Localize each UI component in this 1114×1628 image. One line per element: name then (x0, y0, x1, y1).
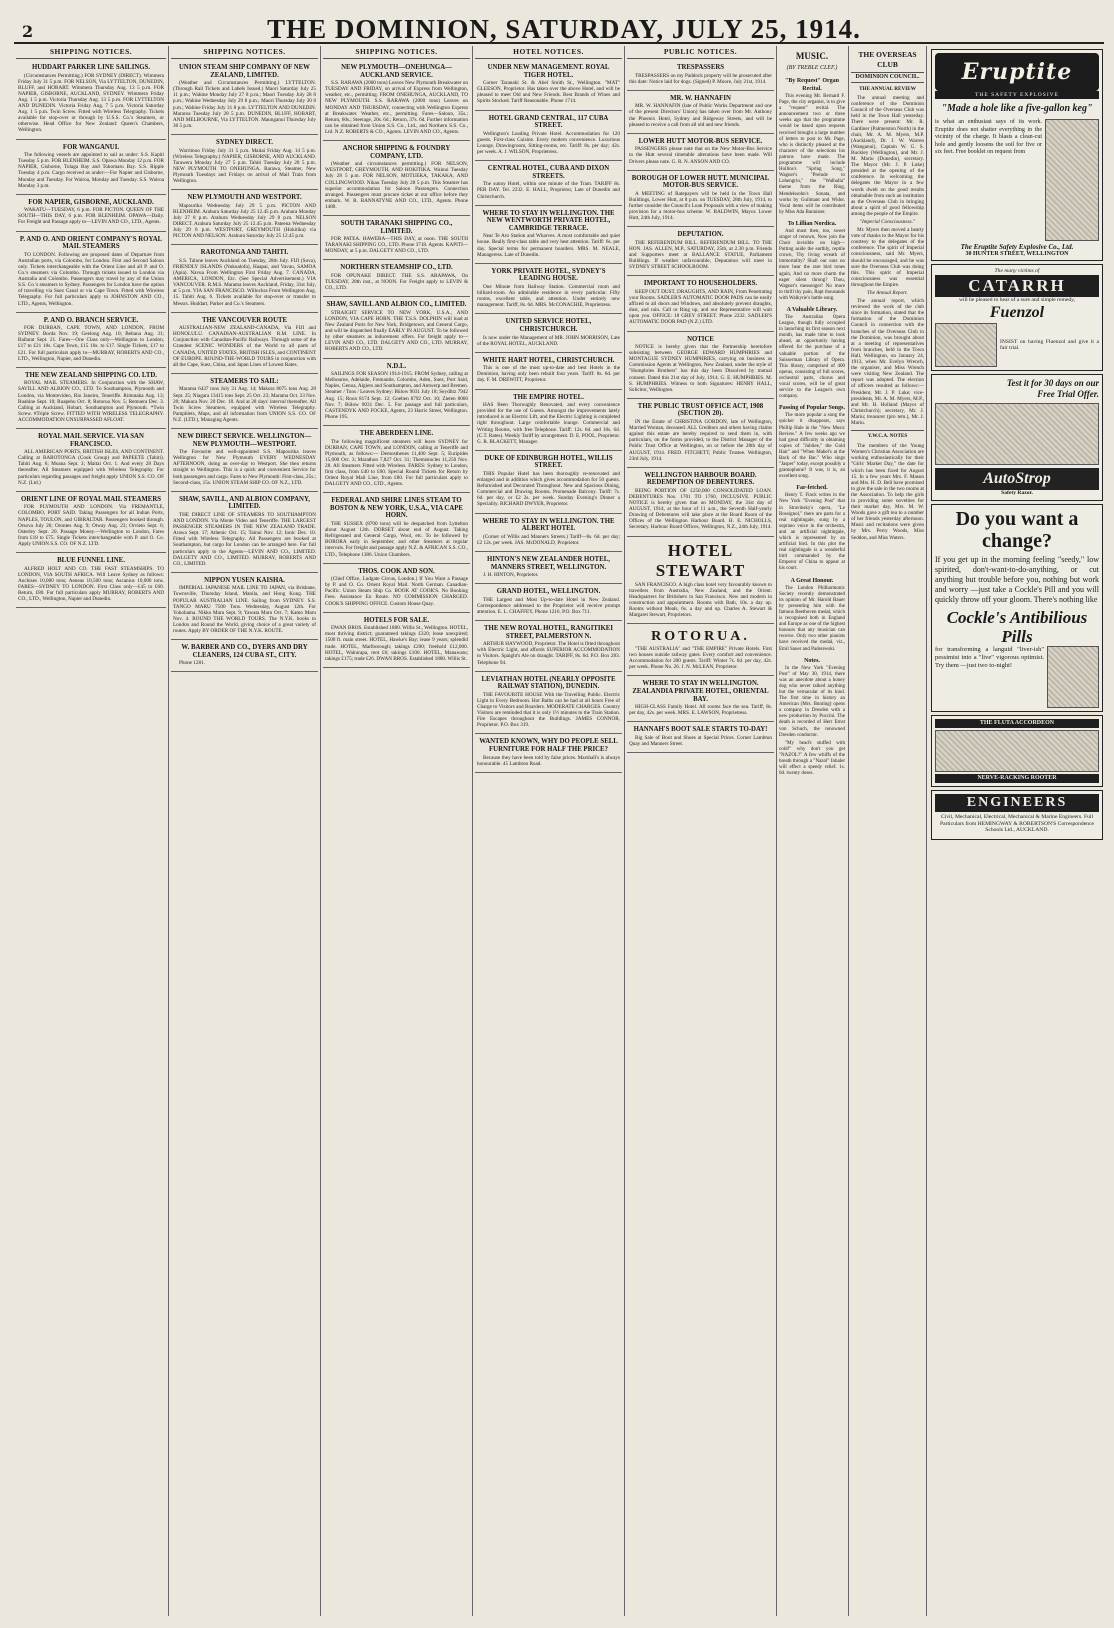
ad-body: Marama 6437 tons July 31 Aug. 14; Makura 8075 tons Aug. 28 Sept. 25; Niagara 13415 tons Sept. 25 Oct. 23; Marama Oct. 23 Nov. 20; Makura Nov. 20 Dec. 18. And at 28 days' interval thereafter. All Twin Screw Steamers, equipped with Wireless Telegraphy. Pamphlets, Maps, and all information from UNION S.S. CO. OF N.Z. (LTD.), Managing Agents. (173, 386, 317, 423)
ad-body: TRESPASSERS on my Paddock property will be prosecuted after this date: Notice laid for dogs. (Signed) P. Moore, July 21st, 1914. (629, 72, 772, 85)
eruptite-logo: Eruptite (935, 53, 1099, 91)
ad-body: Corner Taranaki St. & Abel Smith St., Wellington. "MAT" GLEESON, Proprietor. Has taken over the above Hotel, and will be pleased to meet Old and New Friends. Best Brands of Wines and Spirits Stocked. Tariff Reasonable. Phone 1714. (477, 80, 620, 105)
ad-body: Because they have been told by false prices. Marshall's is always honourable. 45 Lambton Road. (477, 754, 620, 767)
advertisement (627, 173, 774, 228)
ad-heading: DEPUTATION. (677, 231, 724, 239)
annual-report-body: The annual report, which reviewed the work of the club since its formation, stated that the formation of the Dominion Council in connection with the branches of the Overseas Club in the Dominion, was brought about at a meeting of representatives from branches, held in the Town Hall, Wellington, on January 24, 1913, when Mr. Evelyn Wrench, the organiser, and Miss Wrench were visiting New Zealand. The report was adopted. The election of officers resulted as follows:—President, Mr. J. P. Luke; vice-presidents, Mr. A. M. Myers, M.P., and Mr. H. Holland (Mayor of Christchurch); secretary, Mr. J. Mariu; treasurer (pro tem.), Mr. J. Mariu. (851, 298, 924, 426)
ad-body: NOTICE is hereby given that the Partnership heretofore subsisting between GEORGE EDWARD HUMPHRIES and MONTAGUE SYDNEY HUMPHRIES, carrying on business as Commission Agents at Wellington, New Zealand, under the style of "Humphries Brothers" has this day been Dissolved by mutual consent. Dated this 21st day of July, 1914. G. E. HUMPHRIES. M. S. HUMPHRIES. Witness to both Signatures: HENRY HALL, Solicitor, Wellington. (629, 344, 772, 393)
advertisement (475, 266, 622, 315)
advertisement (475, 736, 622, 772)
ad-heading: THE ABERDEEN LINE. (359, 429, 434, 437)
ad-heading: P. AND O. AND ORIENT COMPANY'S ROYAL MAIL STEAMERS (19, 235, 163, 251)
advertisement (171, 192, 318, 245)
ad-heading: ANCHOR SHIPPING & FOUNDRY COMPANY, LTD. (342, 145, 451, 160)
ad-body: THE REFERENDUM BILL. REFERENDUM BILL. TO THE HON. JAS. ALLEN, M.P., SATURDAY, 25th, at 2.30 p.m. Friends and Supporters meet at BALLANCE STATUE, Parliament Buildings. If weather unfavourable, Deputation will meet in SYDNEY STREET SCHOOLROOM. (629, 239, 772, 271)
article-body: In the New York "Evening Post" of May 30, 1914, there was an anecdote about a honey dog who never talked anything but the vernacular of its kind. The first time in history an American (Mrs. Bunting) opens a company in Dresden with a new production by Puccini. The death is recorded of Herr Ernst von Schuch, the renowned Dresden conductor. (779, 665, 845, 738)
ads-list (323, 62, 470, 668)
ywca-body: The members of the Young Women's Christian Association are working enthusiastically for their "Girls' Market Day," the date for which has been fixed for August 15. In a few years Mrs. F. Mason and Mrs. H. D. Bell have promised to give the sale in the two rooms at the Association. To help the girls in providing some novelties for their market day, Mrs. M. W. Woods gave a gift tea to a number of her friends yesterday afternoon. Music and recitations were given by Mrs. Perry Woods, Miss Seddon, and Miss Waters. (851, 443, 924, 541)
ad-body: Warrimoo Friday July 31 5 p.m. Maitai Friday Aug. 14 5 p.m. (Wireless Telegraphy.) NAPIER, GISBORNE, AND AUCKLAND. Tarawera Monday July 27 5 p.m. Tahiti Tuesday July 28 5 p.m. NEW PLYMOUTH TO ONEHUNGA. Rarawa, Steamer, New Plymouth Tuesdays and Fridays on arrival of Mail Train from Wellington. (173, 147, 316, 184)
ad-heading: ROTORUA. (651, 629, 750, 645)
column-heading: HOTEL NOTICES. (475, 46, 622, 59)
advertisement (475, 453, 622, 514)
ad-body: SAILINGS FOR SEASON 1914-1915. FROM Sydney, calling at Melbourne, Adelaide, Fremantle, Colombo, Aden, Suez, Port Said, Naples, Genoa, Algiers and Southampton, and Antwerp and Bremen. Steamer / Tons / Leaves Sydney: Bülow 9031 July 18; Seydlitz 7942 Aug. 15; Roon 8174 Sept. 12; Goeben 8792 Oct. 10; Zieten 8066 Nov. 7; Bülow 9031 Dec. 5. For passage and full particulars, CASTENDYK AND FOCKE, Agents, 23 Harris Street, Wellington. Phone 195. (325, 371, 468, 420)
masthead (14, 12, 1104, 44)
ad-body: IMPERIAL JAPANESE MAIL LINE TO JAPAN, via Brisbane, Townsville, Thursday Island, Manila, and Hong Kong. THE POPULAR AUSTRALIAN LINE. Sailing from SYDNEY. S.S. TANGO MARU 7500 Tons. Wednesday, August 12th. For Yokohama. Nikko Maru Sept. 9; Yawata Maru Oct. 7; Kamo Maru Nov. 4. ROUND THE WORLD TOURS. The N.Y.K. books to London and Round the World, giving choice of a great variety of routes. Apply BY ORDER OF THE N.Y.K. ROUTE. (173, 585, 316, 635)
advertisement (323, 62, 470, 141)
article-body: The Australian Opera League, though fully occupied in launching its first season next month, has made time to look ahead, an opportunity having offered for the purchase of a valuable portion of the Suisserman Library of Opera. This library, comprised of 400 operas, consisting of full scores, orchestral parts, chorus and vocal scores, will be of great service to the League's own company. (779, 315, 845, 400)
article-body: "My head's stuffed with cold!" why don't you get "NAZOL?" A few whiffs of the breath through a "Nazol" Inhaler will effect a speedy relief. 1s. 6d. twenty doses. (779, 740, 845, 777)
catarrh-title: CATARRH (935, 275, 1099, 297)
ad-body: The Favourite and well-appointed S.S. Mapourika leaves Wellington for New Plymouth EVERY WEDNESDAY AFTERNOON, doing an over-day to Westport. She then returns straight to Wellington. This is a quick and convenient Service for both passengers and cargo. Fares to New Plymouth: First-class, 25s.; Second-class, 15s. UNION STEAM SHIP CO. OF N.Z., LTD. (173, 449, 316, 486)
column-rule (624, 46, 625, 1616)
ad-body: (Weather and Circumstances Permitting.) LYTTELTON. (Through Rail Tickets and Labels Issued.) Maori Saturday July 25 11 p.m.; Wahine Monday July 27 8 p.m.; Maori Tuesday July 28 8 p.m.; Wahine Wednesday July 29 8 p.m.; Maori Thursday July 30 8 p.m.; Wahine Friday July 31 8 p.m. LYTTELTON AND DUNEDIN. Mararoa Tuesday July 28 5 p.m. DUNEDIN, BLUFF, HOBART, AND MELBOURNE, Via LYTTELTON. Maunganui Thursday July 30 5 p.m. (173, 80, 316, 129)
music-article (779, 657, 845, 739)
ad-heading: THE NEW ZEALAND SHIPPING CO. LTD. (24, 371, 157, 379)
article-heading: "By Request" Organ Recital. (785, 78, 839, 92)
ad-body: (Corner of Willis and Manners Streets.) Tariff—8s. 6d. per day; £2 12s. per week. JAS. McDONALD, Proprietor. (477, 533, 620, 546)
advertisement (627, 626, 774, 676)
ad-body: The sunny Hotel, within one minute of the Tram. TARIFF 8s. PER DAY. Tel. 2232. E. HALL, Proprietor, Late of Dunedin and Christchurch. (477, 181, 620, 200)
music-byline: (BY TREBLE CLEF.) (786, 65, 838, 71)
advertisement (475, 623, 622, 672)
ad-body: THE SUSSEX (8700 tons) will be despatched from Lyttelton about August 12th. DORSET about end of August. Taking Refrigerated and General Cargo, Wool, etc. To be followed by BORORA early in September, and other Steamers at regular intervals. For freight and passage apply N.Z. & AFRICAN S.S. CO., LTD., Telephone 1386. Union Chambers. (325, 521, 468, 558)
advertisement (171, 575, 318, 640)
column-rule (926, 46, 927, 1616)
article-body: This evening Mr. Bernard F. Page, the city organist, is to give a "request" recital. The announcement two or three weeks ago that the programme would be based upon requests received brought a large number of letters to post to Mr. Page, who is distinctly pleased at the character of the selections his patrons have made. The programme will include Hollins's "Spring Song," Wagner's "Prelude to Lohengrin," the "Walhalla" theme from the Ring, Mendelssohn's Sonata, and works by Guilmant and Widor. Vocal items will be contributed by Miss Ada Bannister. (779, 94, 845, 215)
ads-list (16, 62, 166, 608)
overseas-club-title: THE OVERSEAS CLUB (858, 50, 917, 69)
advertisement (16, 555, 166, 608)
article-body: Henry T. Finck writes in the New York "Evening Post" that in Stravinsky's opera, "Le Rossignol," there are parts for a real nightingale, sung by a soprano voice in the orchestra, and an artificial nightingale, which is represented by an artificial bird. In this plot the real nightingale is a wonderful bird commanded by the Emperor of China to appear at his court. (779, 493, 845, 572)
ad-heading: HOTEL GRAND CENTRAL, 117 CUBA STREET. (488, 114, 609, 130)
advertisement (323, 566, 470, 613)
advertisement (627, 62, 774, 91)
ad-body: The following vessels are appointed to sail as under: S.S. Kapiti Tuesday 5 p.m. FOR BLENHEIM. S.S. Opawa Monday 12 p.m. FOR NAPIER, Gisborne, Tolaga Bay and Tokomaru Bay. S.S. Ripple Tuesday 4 p.m. Cargo received as under:—For Napier and Gisborne, Monday and Tuesday. For Wairoa, Monday and Tuesday. S.S. Wairoa Monday 3 p.m. (18, 152, 164, 189)
ad-heading: BOROUGH OF LOWER HUTT. MUNICIPAL MOTOR-BUS SERVICE. (631, 174, 770, 190)
article-heading: To Lillian Nordica. (787, 220, 837, 227)
advertisement (323, 143, 470, 216)
ad-body: THIS Popular Hotel has been thoroughly re-renovated and enlarged and in addition which gives accommodation for 50 guests. Refurnished and Decorated Throughout. New and Spacious Dining, Commercial and Drawing Rooms. Promenade Balcony. Tariff: 7s. 6d. per day, or £2 2s. per week. Sunday Evening's Dinner a Speciality. RICHARD DWYER, Proprietor. (477, 471, 620, 508)
ad-body: Phone 1281. (179, 660, 205, 667)
ad-body: MR. W. HANNAFIN (late of Public Works Department and one of the present Directors' Union) has taken over from Mr. Anthony the Phoenix Hotel, Sydney and Ridgeway Streets, and will be pleased to receive a call from all old and new friends. (629, 103, 772, 128)
column-shipping-2 (171, 46, 318, 1618)
advertisement (323, 262, 470, 297)
ad-heading: TRESPASSERS (676, 64, 725, 71)
advertisement (627, 334, 774, 399)
music-section-title: MUSIC. (795, 51, 829, 61)
advertisement (171, 62, 318, 135)
advertisement (16, 197, 166, 232)
advertisement (323, 218, 470, 260)
ad-heading: HANNAH'S BOOT SALE STARTS TO-DAY! (633, 726, 768, 734)
ad-body: This is one of the most up-to-date and best Hotels in the Dominion, having only been rebuilt four years. Tariff: 8s. 6d. per day. F. M. DREWITT, Proprietor. (477, 365, 620, 384)
article-heading: Notes. (804, 657, 820, 664)
ad-body: BEING PORTION OF £250,000 CONSOLIDATED LOAN. DEBENTURES Nos. 1701 TO 1760, INCLUSIVE. PUBLIC NOTICE is hereby given that on MONDAY, the 31st day of AUGUST, 1914, at the hour of 11 a.m., the Seventh Half-yearly Drawing of Debentures will take place at the Board Room of the Offices of the Wellington Harbour Board. H. E. NICHOLLS, Secretary. Harbour Board Offices, Wellington, N.Z., 24th July, 1914. (629, 487, 772, 531)
music-article (779, 220, 845, 302)
ad-body: S.S. Talune leaves Auckland on Tuesday, 28th July. FIJI (Suva), FRIENDLY ISLANDS (Nukualofa), Haapai, and Vavau, SAMOA (Apia). Navua From Wellington First Friday Aug. 7. CANADA, AMERICA, LONDON, Etc. (See Special Advertisement.) VIA VANCOUVER. R.M.S. Marama leaves Auckland, Friday, 31st July, at 5 p.m. VIA SAN FRANCISCO. Willochra From Wellington Aug. 15. Tahiti Aug. 6. Tickets available for stop-over or transfer to Messrs. Huddart, Parker and Co.'s Steamers. (173, 257, 316, 307)
advertisement (171, 494, 318, 573)
rooter-head: NERVE-RACKING ROOTER (935, 774, 1099, 783)
ad-heading: LOWER HUTT MOTOR-BUS SERVICE. (638, 137, 763, 145)
autostrop-sub: Safety Razor. (1001, 490, 1033, 497)
ad-body: TO LONDON. Following are proposed dates of Departure from Australian ports, via Colombo, for London. First and Second Saloon only. Tickets interchangeable with the Orient Line and all P. and O. Co.'s steamers via Colombo. Through tickets issued to London via Australia and Colombo. Passengers may travel by any of the Union S.S. Co.'s steamers to Sydney. Passengers for London have the option of travelling via Suez Canal or via Cape Town. Fitted with Wireless Telegraphy. For full particulars apply to JOHNSTON AND CO., LTD., Agents, Wellington. (18, 251, 164, 307)
column-rule (320, 46, 321, 1616)
ad-body: DWAN BROS. Established 1880. Willis St., Wellington. HOTEL, most thriving district; guaranteed takings £320; lease unexpired; 1500 ft. main street. HOTEL, Hawke's Bay; lease 9 years; splendid trade. HOTEL, Marlborough; takings £200; freehold £12,000. HOTEL, Wairarapa, rent £6; takings £100. HOTEL, Manawatu; takings £175; trade £26. DWAN BROS. Established 1880. Willis St. (325, 625, 468, 662)
ad-heading: WHERE TO STAY IN WELLINGTON. THE NEW WENTWORTH PRIVATE HOTEL, CAMBRIDGE TERRACE. (482, 209, 615, 232)
column-rule (472, 46, 473, 1616)
ad-heading: NEW PLYMOUTH—ONEHUNGA—AUCKLAND SERVICE. (341, 64, 452, 79)
ad-body: PASSENGERS please note that on the New Motor-Bus Service to the Hutt several timetable alterations have been made. Will Drivers please note. G. R. N. ANSON AND CO. (629, 146, 772, 165)
autostrop-brand: AutoStrop (935, 468, 1099, 490)
ad-heading: BLUE FUNNEL LINE. (57, 557, 125, 564)
ad-heading: NEW DIRECT SERVICE. WELLINGTON—NEW PLYMOUTH—WESTPORT. (177, 433, 312, 448)
music-article (779, 77, 845, 216)
ad-body: Big Sale of Boot and Shoes at Special Prices. Corner Lambton Quay and Manners Street. (629, 735, 772, 748)
ad-heading: DUKE OF EDINBURGH HOTEL, WILLIS STREET. (484, 454, 613, 470)
ad-body: ALL AMERICAN PORTS, BRITISH ISLES, AND CONTINENT. Calling at RAROTONGA (Cook Group) and PAPEETE (Tahiti). Tahiti Aug. 6; Moana Sept. 3; Maitai Oct. 1. And every 28 Days thereafter. All Steamers equipped with Wireless Telegraphy. For particulars regarding passages and freight apply UNION S.S. CO. OF N.Z. (Ltd.) (18, 449, 164, 486)
ad-body: KEEP OUT DUST, DRAUGHTS, AND RAIN, From Penetrating your Rooms. SADLER'S AUTOMATIC DOOR PADS can be easily affixed to all doors and Windows, and absolutely prevent draughts, dust, and rain. Call or Ring up, and our Representative will wait upon you. OFFICE: 18 GREY STREET. Phone 2232. SADLER'S AUTOMATIC DOOR PAD (N.Z.) LTD. (629, 288, 772, 326)
overseas-club-subtitle: DOMINION COUNCIL. (851, 72, 924, 83)
ad-body: The following magnificent steamers will leave SYDNEY for DURBAN, CAPE TOWN, and LONDON, calling at Teneriffe and Plymouth, as follows:— Demosthenes 11,400 Sept. 5; Euripides 15,000 Oct. 3; Marathon 7,827 Oct. 31; Themistocles 11,250 Nov. 28. All Steamers Fitted with Wireless. FARES: Sydney to London, first class, from £40 to £60. Special Round Tickets for Return by Orient Royal Mail Line, from £80. For full particulars apply to DALGETY AND CO., LTD., Agents. (325, 438, 468, 488)
article-body: And must then, too, sweet singer of renown, Now join the Choir invisible on high— Putting aside the earthly, reptile crown, Thy living wreath of immortality? Shall our ears no more hear the rare bird tones again, And no more charm the eager silent throng? Thou, Wagner's messenger! No more to thrill thy pain, Rapt thousands with Walkyrie's battle song. (779, 228, 845, 301)
imperial-body: Mr. Myers then moved a hearty vote of thanks to the Mayor for his courtesy to the delegates of the conference. The spirit of Imperial consciousness, said Mr. Myers, should be encouraged, and he was sure the Overseas Club was doing this. This spirit of Imperial consciousness was essential throughout the Empire. (851, 227, 924, 288)
eruptite-maker: The Eruptite Safety Explosive Co., Ltd. (960, 243, 1074, 251)
report-heading: THE ANNUAL REVIEW (859, 86, 916, 92)
eruptite-tagline: THE SAFETY EXPLOSIVE (935, 91, 1099, 99)
catarrh-text: INSIST on having Fluenzol and give it a fair trial. (1000, 338, 1099, 352)
ad-heading: W. BARBER AND CO., DYERS AND DRY CLEANERS, 124 CUBA ST., CITY. (181, 644, 308, 659)
advertisement (627, 278, 774, 331)
fuenzol-brand: Fuenzol (989, 304, 1045, 322)
advertisement (323, 428, 470, 493)
advertisement (16, 315, 166, 368)
ad-heading: ROYAL MAIL SERVICE. VIA SAN FRANCISCO. (38, 433, 144, 448)
ad-heading: HINTON'S NEW ZEALANDER HOTEL, MANNERS STREET, WELLINGTON. (487, 555, 610, 571)
engineers-body: Civil, Mechanical, Electrical, Mechanical & Marine Engineers. Full Particulars from HEMINGWAY & ROBERTSON'S Correspondence Schools Ltd., AUCKLAND. (940, 813, 1094, 834)
catarrh-body: will be pleased to hear of a sure and simple remedy, (959, 296, 1075, 303)
articles-list (779, 77, 845, 777)
ad-heading: SOUTH TARANAKI SHIPPING CO., LIMITED. (340, 219, 453, 235)
ad-body: WAKATU—TUESDAY, 6 p.m. FOR PICTON. QUEEN OF THE SOUTH—THIS DAY, 6 p.m. FOR BLENHEIM. OPAWA—Daily. For Freight and Passage apply to—LEVIN AND CO., LTD., Agents. (18, 207, 164, 226)
ad-heading: UNITED SERVICE HOTEL, CHRISTCHURCH. (505, 318, 592, 333)
ad-heading: UNDER NEW MANAGEMENT. ROYAL TIGER HOTEL. (487, 64, 610, 79)
ad-body: J. H. HINTON, Proprietor. (483, 572, 539, 579)
column-overseas-club (851, 46, 924, 1618)
eruptite-body: is what an enthusiast says of its work. Eruptite does not shatter everything in the vicinity of the charge. It blasts a clean-cut hole and gently loosens the soil for five or six feet. Free booklet on request from (935, 119, 1042, 155)
ad-body: AUSTRALIAN-NEW ZEALAND-CANADA, Via FIJI and HONOLULU. CANADIAN-AUSTRALIAN R.M. LINE. In Conjunction with Canadian-Pacific Railways. Through some of the Grandest SCENIC WONDERS of the World to all parts of CANADA, UNITED STATES, BRITISH ISLES, and CONTINENT OF EUROPE. ROUND-THE-WORLD TOURS in conjunction with all the Cape, Suez, China, and Japan Lines of Lowest Rates. (173, 325, 316, 368)
ad-body: SAN FRANCISCO. A high class hotel very favourably known to travellers from Australia, New Zealand, and the Orient. Headquarters for Britishers in San Francisco. New and modern in construction and appointment. Rooms with Bath, 10s. a day up. Rooms without Meals, 6s. a day and up. Charles A. Stewart & Margaret Stewart, Proprietors. (629, 581, 772, 618)
column-heading: SHIPPING NOTICES. (16, 46, 166, 59)
advertisement (171, 431, 318, 492)
ad-heading: NOTICE (687, 335, 714, 343)
report-body: The annual meeting and conference of the Dominion Council of the Overseas Club was held in the Town Hall yesterday. There were present: Mr. R. Gardiner (Palmerston North) in the chair, Mr. A. M. Myers, M.P. (Auckland), Dr. J. W. Warren (Wanganui), Captain W. G. S. Buckley (Wellington), and Mr. J. M. Mariu (Dunedin), secretary. The Mayor (Mr. J. P. Luke) presided at the opening of the conference. In welcoming the delegates the Mayor in a few words dwelt on the good results obtainable from such an institution as the Overseas Club in bringing about a spirit of good fellowship among the people of the Empire. (851, 95, 924, 217)
column-shipping-1 (16, 46, 166, 1618)
article-body: The more popular a song the quicker it disappears, says Phillip Hale in the "New Music Review." A few weeks ago we had great difficulty in obtaining copies of "Jubilee," the Gold Hair" and "When Mabel's at the Back of the Bar." Who sings "Jasper" today, except possibly a gramophone? It was, it is, an excellent song. (779, 413, 845, 480)
ad-body: (Circumstances Permitting.) FOR SYDNEY (DIRECT). Wimmera Friday July 31 5 p.m. FOR NELSON, Via LYTTELTON, DUNEDIN, BLUFF, and HOBART. Wimmera Thursday Aug. 13 5 p.m. FOR NAPIER, GISBORNE, AUCKLAND, SYDNEY. Wimmera Friday Aug. 1 5 p.m. Victoria Thursday Aug. 13 5 p.m. FOR LYTTELTON AND DUNEDIN. Victoria Friday Aug. 7 5 p.m. Victoria Saturday Aug. 1 5 p.m. Twin Screw. Fitted with Wireless Telegraphy. Tickets available for stop-over or through by U.S.S. Co.'s Steamers, or otherwise. Head Office for New Zealand: Queen's Chambers, Wellington. (18, 72, 164, 134)
advertisement (16, 142, 166, 195)
ad-heading: CENTRAL HOTEL, CUBA AND DIXON STREETS. (487, 165, 610, 180)
engineers-title: ENGINEERS (935, 794, 1099, 812)
annual-report-heading: The Annual Report. (867, 290, 908, 296)
ad-heading: RAROTONGA AND TAHITI. (200, 249, 289, 257)
ad-heading: FEDERAL AND SHIRE LINES STEAM TO BOSTON & NEW YORK, U.S.A., VIA CAPE HORN. (330, 497, 463, 520)
advertisement (323, 615, 470, 668)
ad-body: (Chief Office, Ludgate Circus, London.) If You Want a Passage by P. and O. Co. Orient Royal Mail. North German. Canadian-Pacific. Union Steam Ship Co. BOOK AT COOK'S. No Booking Fees. Assistance En Route. NO COMMISSION CHARGED. COOK'S SHIPPING OFFICE. Custom House Quay. (325, 576, 468, 607)
advertisement (171, 376, 318, 429)
article-heading: A Great Honour. (790, 577, 834, 584)
advertisement (16, 370, 166, 429)
ad-body: ARTHUR HAYWOOD, Proprietor. The Hotel is fitted throughout with Electric Light, and affords SUPERIOR ACCOMMODATION to Visitors. Spaight's Ale on draught. TARIFF, 8s. 6d. P.O. Box 283. Telephone 94. (477, 641, 620, 666)
ad-body: IN the Estate of CHRISTINA GORDON, late of Wellington, Married Woman, deceased. ALL Creditors and others having claims against this estate are hereby required to send them in, with particulars, on the forms provided, to the District Manager of the Public Trust Office at Wellington, on or before the 28th day of AUGUST, 1914. FRED. FITCHETT, Public Trustee. Wellington, 23rd July, 1914. (629, 419, 772, 462)
accordeon-head: THE FLUTA ACCORDEON (935, 719, 1099, 728)
advertisement (475, 208, 622, 264)
ad-body: ROYAL MAIL STEAMERS. In Conjunction with the SHAW, SAVILL AND ALBION CO., LTD. To Southampton, Plymouth and London, via Montevideo, Rio Janeiro, Teneriffe. Rimutaka Aug. 13; Ruahine Sept. 10; Ruapehu Oct. 8; Rotorua Nov. 5; Remuera Dec. 3. Calling at Auckland, Hobart, Southampton and Plymouth. *Twin Screw. #Triple Screw. FITTED WITH WIRELESS TELEGRAPHY. ACCOMMODATION UNSURPASSED AFLOAT. (18, 380, 164, 423)
advertisement (171, 137, 318, 190)
ad-body: FOR OPUNAKE DIRECT. THE S.S. ARAPAWA, On TUESDAY, 28th inst., at NOON. For Freight apply to LEVIN & CO., LTD. (325, 273, 468, 292)
ad-body: THE Largest and Most Up-to-date Hotel in New Zealand. Correspondence addressed to the Proprietor will receive prompt attention. E. L. CHAFFEY, Phone 1216. P.O. Box 711. (477, 596, 620, 615)
ad-heading: HOTELS FOR SALE. (363, 616, 430, 624)
ad-body: THE DIRECT LINE OF STEAMERS TO SOUTHAMPTON AND LONDON. Via Monte Video and Teneriffe. THE LARGEST PASSENGER STEAMERS IN THE NEW ZEALAND TRADE. Arawa Sept. 17; Athenic Oct. 15; Tainui Nov. 12; Ionic Dec. 10. Fitted with Wireless Telegraphy. All Passengers are booked at Southampton, but cargo for London can be arranged here. For full particulars apply to the Agents—LEVIN AND CO., LIMITED. DALGETY AND CO., LIMITED. MURRAY, ROBERTS AND CO., LIMITED. (173, 511, 316, 567)
ad-body: HAS Been Thoroughly Renovated, and every convenience provided for the use of Guests. Amongst the improvements lately introduced is an Electric Lift, and the Electric Lighting is completed right throughout. Large comfortable lounge. Commercial and Writing Rooms, with free Telephone. Tariff: 12s. 6d. and 10s. 6d. (C.T. Rates). Weekly Tariff by arrangement. D. E. POOL, Proprietor. G. R. BLACKETT, Manager. (477, 402, 620, 445)
ad-body: "THE AUSTRALIA" and "THE EMPIRE" Private Hotels. First two houses outside railway gates. Every comfort and convenience. Accommodation for 200 guests. Tariff: Winter 7s. 6d. per day, 42s. per week. Phone No. 26. J. N. McLEAN, Proprietor. (629, 646, 772, 671)
advertisement (627, 539, 774, 625)
music-article (779, 741, 845, 778)
article-body: The London Philharmonic Society recently demonstrated its opinion of Mr. Harold Bauer by presenting him with the famous Beethoven medal, which is recognised both in England and Europe as one of the highest honours that any musician can receive. Only two other pianists have received the medal, viz., Emil Sauer and Paderewski. (779, 585, 845, 652)
column-rule (776, 46, 777, 1616)
ad-heading: NEW PLYMOUTH AND WESTPORT. (187, 194, 302, 202)
advertisement (627, 93, 774, 134)
ad-heading: NORTHERN STEAMSHIP CO., LTD. (340, 264, 453, 272)
ad-heading: MR. W. HANNAFIN (670, 94, 731, 102)
ad-heading: WHITE HART HOTEL, CHRISTCHURCH. (482, 356, 615, 364)
ads-list (171, 62, 318, 672)
ad-body: S.S. RARAWA (2000 tons) Leaves New Plymouth Breakwater on TUESDAY AND FRIDAY, on arrival of Express from Wellington, weather, etc., permitting. FROM ONEHUNGA, AUCKLAND, TO NEW PLYMOUTH. S.S. RARAWA (2000 tons) Leaves on MONDAY AND THURSDAY, connecting with Wellington Express at Breakwater. Weather, etc., permitting. Fares—Saloon, 35s.; Return, 60s.; Steerage, 20s. 6d.; Return, 37s. 6d. Further information can be obtained from Union S.S. Co., Ltd., and Northern S.S. Co., Ltd. N.Z. ROBERTS & CO., Agents. LEVIN AND CO., Agents. (325, 80, 468, 135)
cockle-body: If you get up in the morning feeling "seedy," low spirited, don't-want-to-do-anything, or cut anything but trouble before you, nothing but work and worry —just take a Cockle's Pill and you will quickly throw off your gloom. There's nothing like (935, 554, 1099, 604)
ad-body: Wellington's Leading Private Hotel. Accommodation for 120 guests. First-class Cuisine. Every modern convenience. Luxurious Lounge, Drawingroom, Sitting-rooms, etc. Tariff: 8s. per day; 42s. per week. A. J. WILSON, Proprietress. (477, 130, 620, 156)
ad-body: STRAIGHT SERVICE TO NEW YORK, U.S.A., AND LONDON, VIA CAPE HORN. THE T.S.S. DOLPHIN will load at New Zealand Ports for New York, Bridgetown, and General Cargo, and will be dispatched finally EARLY IN AUGUST. To be followed by other steamers as inducement offers. For freight apply to— LEVIN AND CO., LTD. DALGETY AND CO., LTD. MURRAY, ROBERTS AND CO., LTD. (325, 309, 468, 353)
column-heading: PUBLIC NOTICES. (627, 46, 774, 59)
advertisement (323, 495, 470, 563)
cockle-tail: for transforming a languid "liver-ish" pessimist into a "live" vigorous optimist. Try them —just two to-night! (935, 645, 1044, 669)
ad-body: A MEETING of Ratepayers will be held in the Town Hall Buildings, Lower Hutt, at 8 p.m. on TUESDAY, 28th July, 1914, to further consider the Council's Loan Proposals with a view of making provision for a motor-bus scheme. W. BALDWIN, Mayor. Lower Hutt, 24th July, 1914. (629, 190, 772, 222)
article-heading: Far-fetched. (796, 485, 828, 492)
advertisement (323, 361, 470, 426)
cockle-head: Do you want a change? (955, 507, 1079, 552)
column-shipping-3 (323, 46, 470, 1618)
advertisement (475, 355, 622, 390)
page-number: 2 (22, 22, 34, 41)
ad-body: FOR DURBAN, CAPE TOWN, AND LONDON, FROM SYDNEY. Borda Nov. 19; Geelong Aug. 10; Beltana Aug. 31; Ballarat Sept. 21. Fares—One Class only—Wellington to London, £17 to £21 10s. Cape Town, £15 10s. to £17. Single Tickets, £17 to £21. For full particulars apply to—MURRAY, ROBERTS AND CO., LTD., Wellington, Napier, and Dunedin. (18, 325, 164, 362)
music-article (779, 484, 845, 572)
column-hotel-notices (475, 46, 622, 1618)
advertisement (475, 392, 622, 451)
ad-heading: SYDNEY DIRECT. (215, 138, 274, 146)
music-article (779, 306, 845, 400)
ads-list (475, 62, 622, 773)
ad-heading: YORK PRIVATE HOTEL, SYDNEY'S LEADING HOUSE. (491, 267, 606, 283)
ad-body: FOR PLYMOUTH AND LONDON. Via FREMANTLE, COLOMBO, PORT SAID. Taking Passengers for all Indian Ports, NAPLES, TOULON, and GIBRALTAR. Passengers booked through. Orsova July 26; Orontes Aug. 9; Otway Aug. 23; Orvieto Sept. 6; Osterley Sept. 20. Passage Money.—Wellington to London, Fares from £18 to £75. Single Tickets interchangeable with P. and O. Co. Apply UNION S.S. CO. OF N.Z. LTD. (18, 504, 164, 547)
ad-body: (Weather and circumstances permitting.) FOR NELSON, WESTPORT, GREYMOUTH, AND HOKITIKA. Wainui Tuesday July 28 5 p.m. FOR NELSON, MOTUEKA, TAKAKA, AND COLLINGWOOD. Nikau Tuesday July 28 5 p.m. This Steamer has superior accommodation for Saloon Passengers. Connection arranged. Passengers must procure ticket at our office before they embark. W. R. BANNATYNE AND CO., LTD., Agents. Phone 1480. (325, 161, 468, 210)
advertisement (475, 516, 622, 552)
ad-heading: HOTEL STEWART (655, 540, 746, 580)
ad-body: Near Te Aro Station and Wharves. A most comfortable and quiet house. Really first-class table and very best attention. Tariff: 6s. per day. Special terms for permanent boarders. MRS. M. NEALE, Manageress. Late of Dunedin. (477, 233, 620, 258)
advertisement (475, 586, 622, 621)
music-article (779, 577, 845, 653)
ad-heading: THE NEW ROYAL HOTEL, RANGITIKEI STREET, PALMERSTON N. (484, 625, 613, 640)
advertisement (171, 247, 318, 312)
article-heading: Passing of Popular Songs. (779, 405, 845, 412)
music-article (779, 404, 845, 480)
advertisement (627, 401, 774, 468)
ad-body: FOR PATEA. HAWERA—THIS DAY, at noon. THE SOUTH TARANAKI SHIPPING CO., LTD. Phone 3718. Agents. KAPITI—MONDAY, at 5 p.m. DALGETY AND CO., LTD. (325, 236, 468, 255)
advertisement (16, 234, 166, 313)
ad-heading: P. AND O. BRANCH SERVICE. (43, 316, 139, 324)
ad-heading: LEVIATHAN HOTEL (NEARLY OPPOSITE RAILWAY STATION), DUNEDIN. (481, 675, 616, 691)
advertisement (627, 229, 774, 276)
ad-heading: FOR NAPIER, GISBORNE, AUCKLAND. (28, 198, 154, 206)
ad-body: Mapourika Wednesday July 29 5 p.m. PICTON AND BLENHEIM. Arahura Saturday July 25 12.45 p.m. Arahura Monday July 27 8 p.m. Arahura Wednesday July 29 8 p.m. NELSON DIRECT. Arahura Saturday July 25 12.45 p.m. Pateena Wednesday July 29 8 p.m. WESTPORT, GREYMOUTH (Hokitika) via PICTON AND NELSON. Arahura Saturday July 25 12.45 p.m. (173, 202, 316, 240)
autostrop-head: Test it for 30 days on our Free Trial Offer. (1006, 378, 1099, 400)
catarrh-intro: The many victims of (994, 268, 1040, 275)
advertisement (475, 554, 622, 584)
advertisement (171, 642, 318, 672)
ad-body: ALFRED HOLT AND CO. THE FAST STEAMSHIPS. TO LONDON, VIA SOUTH AFRICA. Will Leave Sydney as follows: Anchises 10,000 tons; Aeneas 10,500 tons; Ascanius 10,000 tons. FARES—SYDNEY TO LONDON. First Class only—£45 to £60. Return, £80. For full particulars apply MURRAY, ROBERTS AND CO., LTD., Wellington, Napier and Dunedin. (18, 565, 164, 603)
advertisement (475, 163, 622, 205)
article-heading: A Valuable Library. (786, 307, 838, 313)
ad-body: THE FAVOURITE HOUSE With the Travelling Public. Electric Light in Every Bedroom. Hot Baths can be had at all hours Free of Charge to Visitors and Boarders. MODERATE CHARGES. Country Visitors are reminded that it is only 1½ minutes to the Train Station. Fire Escapes throughout the Buildings. JAMES CONNOR, Proprietor. P.O. Box 319. (477, 691, 620, 729)
eruptite-quote: "Made a hole like a five-gallon keg" (941, 103, 1093, 114)
column-rule (168, 46, 169, 1616)
ad-heading: THE PUBLIC TRUST OFFICE ACT, 1908 (SECTION 20). (637, 402, 764, 418)
column-music (779, 46, 845, 1618)
ad-heading: THE EMPIRE HOTEL. (513, 393, 584, 401)
ad-heading: GRAND HOTEL, WELLINGTON. (496, 588, 601, 596)
ad-body: HIGH-CLASS Family Hotel. All rooms face the sea. Tariff, 8s. per day, 42s. per week. MRS. E. LAWSON, Proprietress. (629, 704, 772, 717)
ads-list (627, 62, 774, 753)
ad-body: One Minute from Railway Station. Commercial room and billiard-room. An admirable residence in every particular. Fifty rooms, excellent table, and attention. Under entirely new management. Tariff, 8s. 6d. MRS. McCONACHIE, Proprietress. (477, 283, 620, 309)
eruptite-address: 30 HUNTER STREET, WELLINGTON (965, 250, 1069, 257)
ad-heading: WELLINGTON HARBOUR BOARD. REDEMPTION OF DEBENTURES. (644, 471, 757, 487)
ad-heading: THE VANCOUVER ROUTE (201, 316, 288, 324)
advertisement (627, 678, 774, 722)
cockle-brand: Cockle's Antibilious Pills (946, 607, 1088, 646)
advertisement (323, 299, 470, 358)
ad-heading: FOR WANGANUI. (62, 143, 120, 151)
advertisement (16, 62, 166, 140)
column-rule (848, 46, 849, 1616)
ywca-heading: Y.W.C.A. NOTES (851, 430, 924, 439)
ad-heading: HUDDART PARKER LINE SAILINGS. (31, 64, 151, 71)
advertisement (475, 113, 622, 162)
ad-heading: ORIENT LINE OF ROYAL MAIL STEAMERS (20, 495, 162, 503)
advertisement (171, 315, 318, 374)
advertisement (627, 136, 774, 171)
ad-heading: STEAMERS TO SAIL: (210, 377, 279, 385)
ad-heading: WHERE TO STAY IN WELLINGTON. THE ALBERT HOTEL (482, 517, 615, 533)
ad-heading: IMPORTANT TO HOUSEHOLDERS. (643, 280, 758, 288)
advertisement (16, 431, 166, 492)
ad-heading: SHAW, SAVILL AND ALBION CO., LIMITED. (326, 301, 467, 309)
column-heading: SHIPPING NOTICES. (171, 46, 318, 59)
ad-heading: WANTED KNOWN, WHY DO PEOPLE SELL FURNITURE FOR HALF THE PRICE? (479, 738, 618, 753)
column-heading: SHIPPING NOTICES. (323, 46, 470, 59)
ad-heading: SHAW, SAVILL, AND ALBION COMPANY, LIMITED. (179, 495, 310, 511)
ad-body: Is now under the Management of MR. JOHN MORRISON, Late of the ROYAL HOTEL, AUCKLAND. (477, 334, 620, 347)
advertisement (627, 470, 774, 537)
masthead-title: THE DOMINION, SATURDAY, JULY 25, 1914. (267, 14, 861, 44)
advertisement (16, 494, 166, 553)
right-area (929, 46, 1109, 1618)
advertisement (475, 316, 622, 352)
ad-heading: UNION STEAM SHIP COMPANY OF NEW ZEALAND, LIMITED. (179, 64, 310, 79)
advertisement (475, 674, 622, 735)
ad-heading: NIPPON YUSEN KAISHA. (204, 576, 285, 584)
imperial-heading: "Imperial Consciousness." (859, 218, 916, 225)
advertisement (627, 724, 774, 753)
ad-heading: WHERE TO STAY IN WELLINGTON. ZEALANDIA PRIVATE HOTEL, ORIENTAL BAY. (632, 680, 769, 703)
ad-heading: N.D.L. (386, 362, 407, 370)
ad-heading: THOS. COOK AND SON. (358, 567, 435, 575)
column-public-notices (627, 46, 774, 1618)
advertisement (475, 62, 622, 111)
